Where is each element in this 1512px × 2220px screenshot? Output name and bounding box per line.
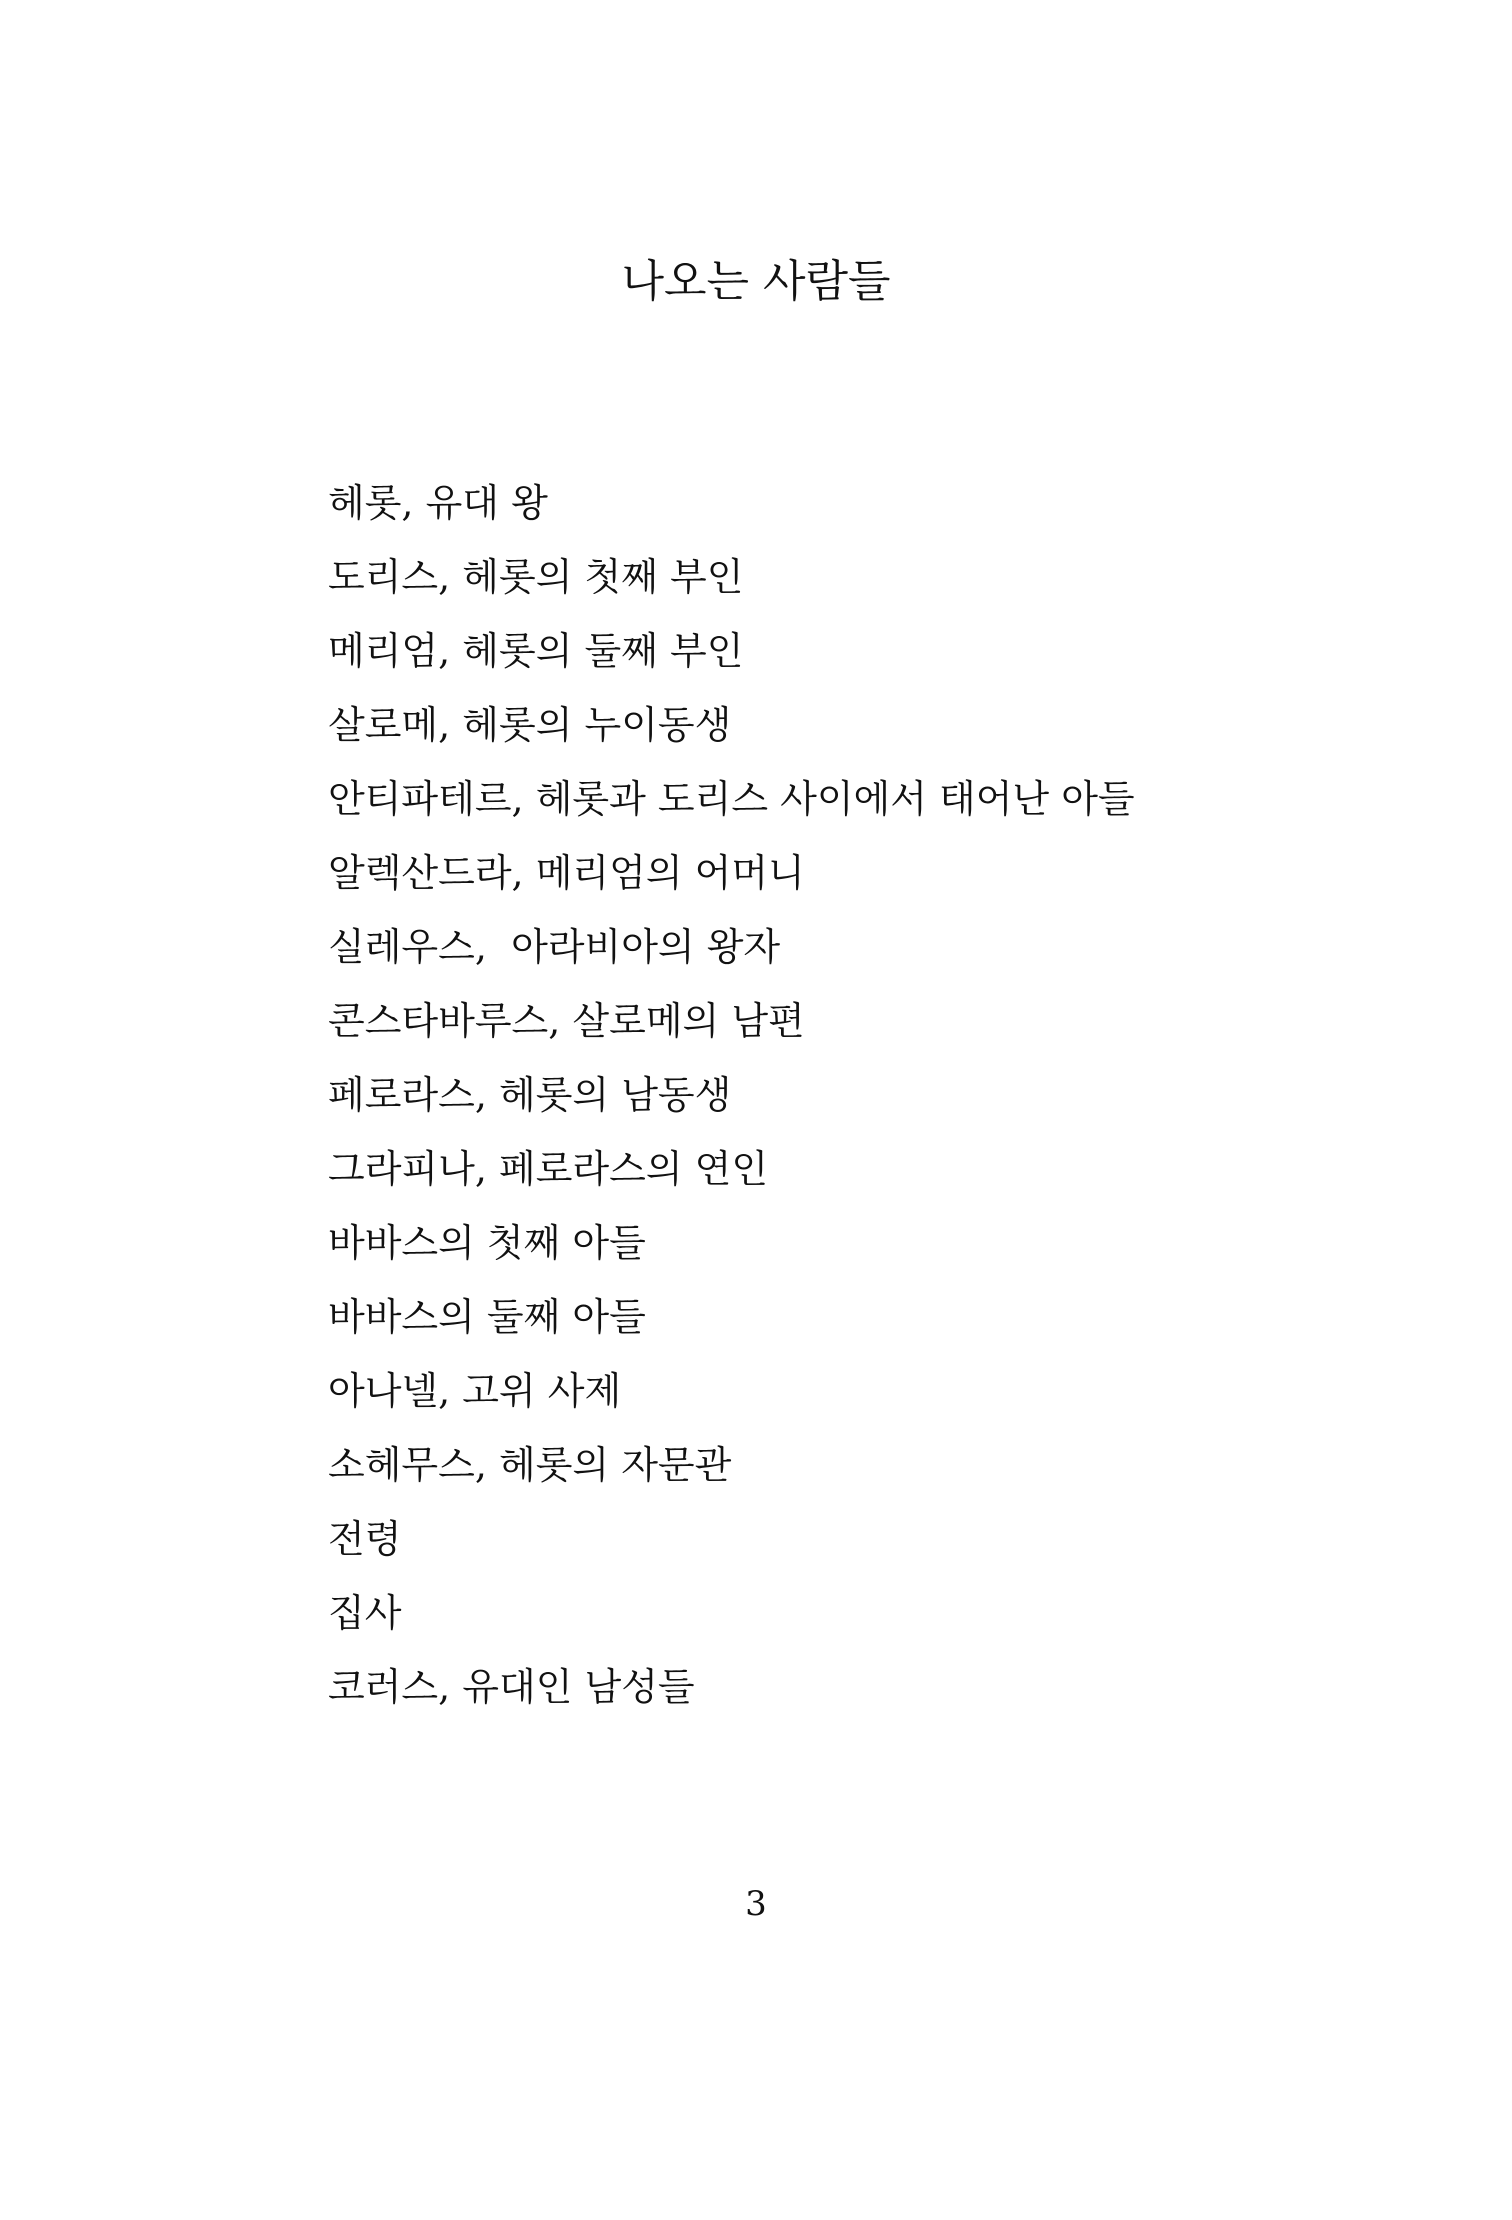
cast-item: 헤롯, 유대 왕 <box>328 481 548 525</box>
cast-item: 도리스, 헤롯의 첫째 부인 <box>328 555 744 599</box>
cast-item: 페로라스, 헤롯의 남동생 <box>328 1073 732 1117</box>
cast-item: 실레우스, 아라비아의 왕자 <box>328 925 781 969</box>
cast-item: 소헤무스, 헤롯의 자문관 <box>328 1443 732 1487</box>
cast-item: 집사 <box>328 1591 402 1635</box>
cast-item: 알렉산드라, 메리엄의 어머니 <box>328 851 805 895</box>
cast-item: 바바스의 첫째 아들 <box>328 1221 646 1265</box>
cast-list <box>328 477 1135 1735</box>
cast-item: 아나넬, 고위 사제 <box>328 1369 622 1413</box>
cast-item: 바바스의 둘째 아들 <box>328 1295 646 1339</box>
page-number: 3 <box>745 1884 767 1924</box>
cast-item: 코러스, 유대인 남성들 <box>328 1665 695 1709</box>
cast-item: 살로메, 헤롯의 누이동생 <box>328 703 732 747</box>
page-title: 나오는 사람들 <box>621 256 891 307</box>
cast-item: 그라피나, 페로라스의 연인 <box>328 1147 769 1191</box>
cast-item: 메리엄, 헤롯의 둘째 부인 <box>328 629 744 673</box>
cast-item: 안티파테르, 헤롯과 도리스 사이에서 태어난 아들 <box>328 777 1135 821</box>
cast-item: 전령 <box>328 1517 402 1561</box>
cast-item: 콘스타바루스, 살로메의 남편 <box>328 999 805 1043</box>
